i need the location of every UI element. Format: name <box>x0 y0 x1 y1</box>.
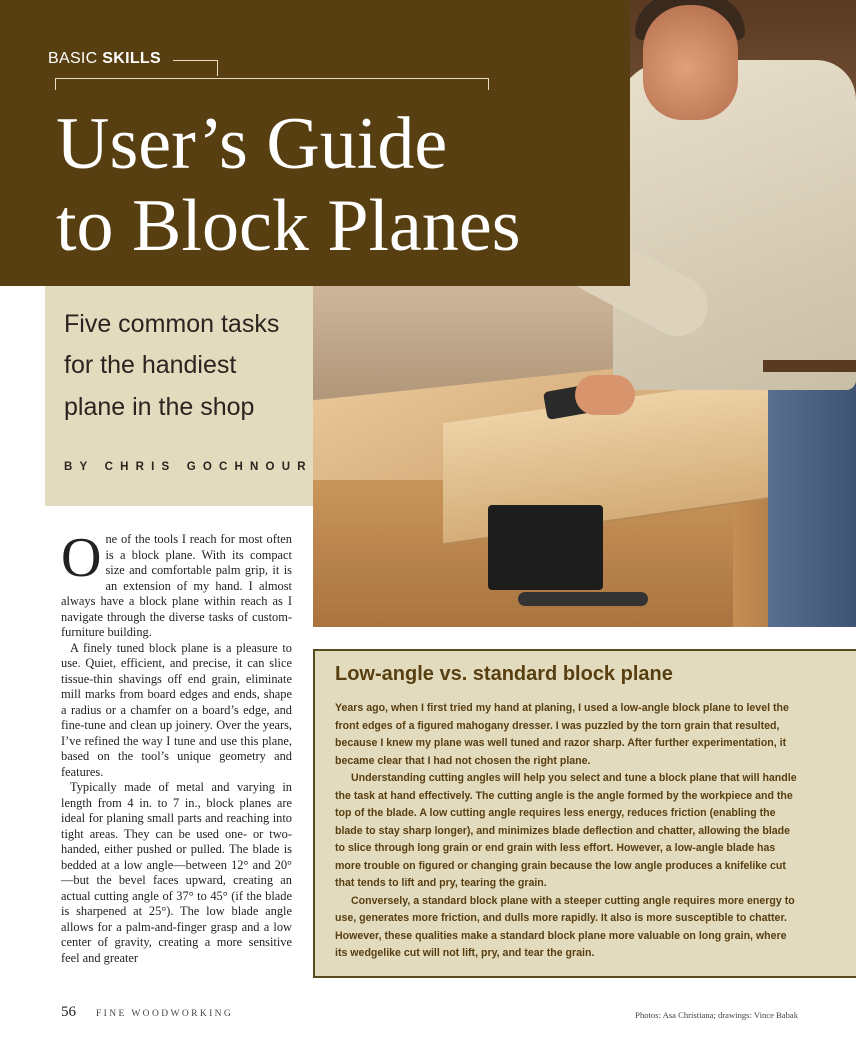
photo-belt <box>763 360 856 372</box>
photo-jeans <box>768 365 856 627</box>
department-rule <box>55 78 56 90</box>
body-paragraph-3: Typically made of metal and varying in length from 4 in. to 7 in., block planes are ideal for planing small parts and reaching into tight areas. They can be used one- or two-handed, either pushed or pulled. The blade is bedded at a low angle—between 12° and 20°—but the bevel faces upward, creating an actual cutting angle of 37° to 45° (if the blade is sharpened at 25°). The low blade angle allows for a palm-and-finger grasp and a low center of gravity, creating a more sensitive feel and greater <box>61 780 292 965</box>
photo-hand <box>575 375 635 415</box>
sidebar-body <box>335 700 801 963</box>
department-bold: SKILLS <box>102 50 161 67</box>
department-rule <box>55 78 489 79</box>
department-rule <box>217 60 218 76</box>
sidebar-paragraph-3: Conversely, a standard block plane with a steeper cutting angle requires more energy to use, generates more friction, and dulls more rapidly. It also is more susceptible to chatter. However, these qualities make a standard block plane more valuable on long grain, where its wedgelike cut will not lift, pry, and tear the grain. <box>335 894 795 959</box>
photo-shirt <box>613 60 856 390</box>
deck-line-3: plane in the shop <box>64 393 255 421</box>
article-title-line-1: User’s Guide <box>56 103 448 185</box>
deck-line-1: Five common tasks <box>64 310 280 338</box>
photo-vise <box>488 505 603 590</box>
page-number: 56 <box>61 1004 76 1020</box>
drop-cap: O <box>61 527 102 589</box>
department-prefix: BASIC <box>48 50 98 67</box>
photo-head <box>643 5 738 120</box>
header-band <box>0 0 630 286</box>
department-rule <box>488 78 489 90</box>
magazine-name: FINE WOODWORKING <box>96 1009 234 1019</box>
body-paragraph-1-text: ne of the tools I reach for most often is a block plane. With its compact size and comfortable palm grip, it is an extension of my hand. I almost always have a block plane within reach as I navigate through the diverse tasks of custom-furniture building. <box>61 532 292 639</box>
body-paragraph-1 <box>61 527 292 641</box>
article-title-line-2: to Block Planes <box>56 185 521 267</box>
department-label <box>48 50 161 68</box>
body-paragraph-2: A finely tuned block plane is a pleasure to use. Quiet, efficient, and precise, it can slice tissue-thin shavings off end grain, eliminate mill marks from board edges and ends, shape a radius or a chamfer on a board’s edge, and fine-tune and clean up joinery. Over the years, I’ve refined the way I tune and use this plane, based on the tool’s unique geometry and features. <box>61 640 292 779</box>
article-body <box>61 527 292 966</box>
photo-vise-bar <box>518 592 648 606</box>
byline: BY CHRIS GOCHNOUR <box>64 461 313 473</box>
sidebar-title: Low-angle vs. standard block plane <box>335 663 673 685</box>
deck-box <box>45 286 313 506</box>
deck-line-2: for the handiest <box>64 351 237 379</box>
photo-credits: Photos: Asa Christiana; drawings: Vince Babak <box>635 1010 798 1020</box>
sidebar-paragraph-2: Understanding cutting angles will help you select and tune a block plane that will handle the task at hand effectively. The cutting angle is the angle formed by the workpiece and the top of the blade. A low cutting angle requires less energy, reduces friction (enabling the blade to stay sharp longer), and minimizes blade deflection and chatter, allowing the blade to slice through long grain or end grain with less effort. However, a low-angle blade has more trouble on figured or changing grain because the low angle produces a knifelike cut that tends to lift and pry, tearing the grain. <box>335 772 797 889</box>
sidebar-box <box>313 649 856 978</box>
department-rule <box>173 60 217 61</box>
sidebar-paragraph-1: Years ago, when I first tried my hand at planing, I used a low-angle block plane to level the front edges of a figured mahogany dresser. I was puzzled by the torn grain that resulted, because I knew my plane was well tuned and razor sharp. After further experimentation, it became clear that I had not chosen the right plane. <box>335 702 789 767</box>
